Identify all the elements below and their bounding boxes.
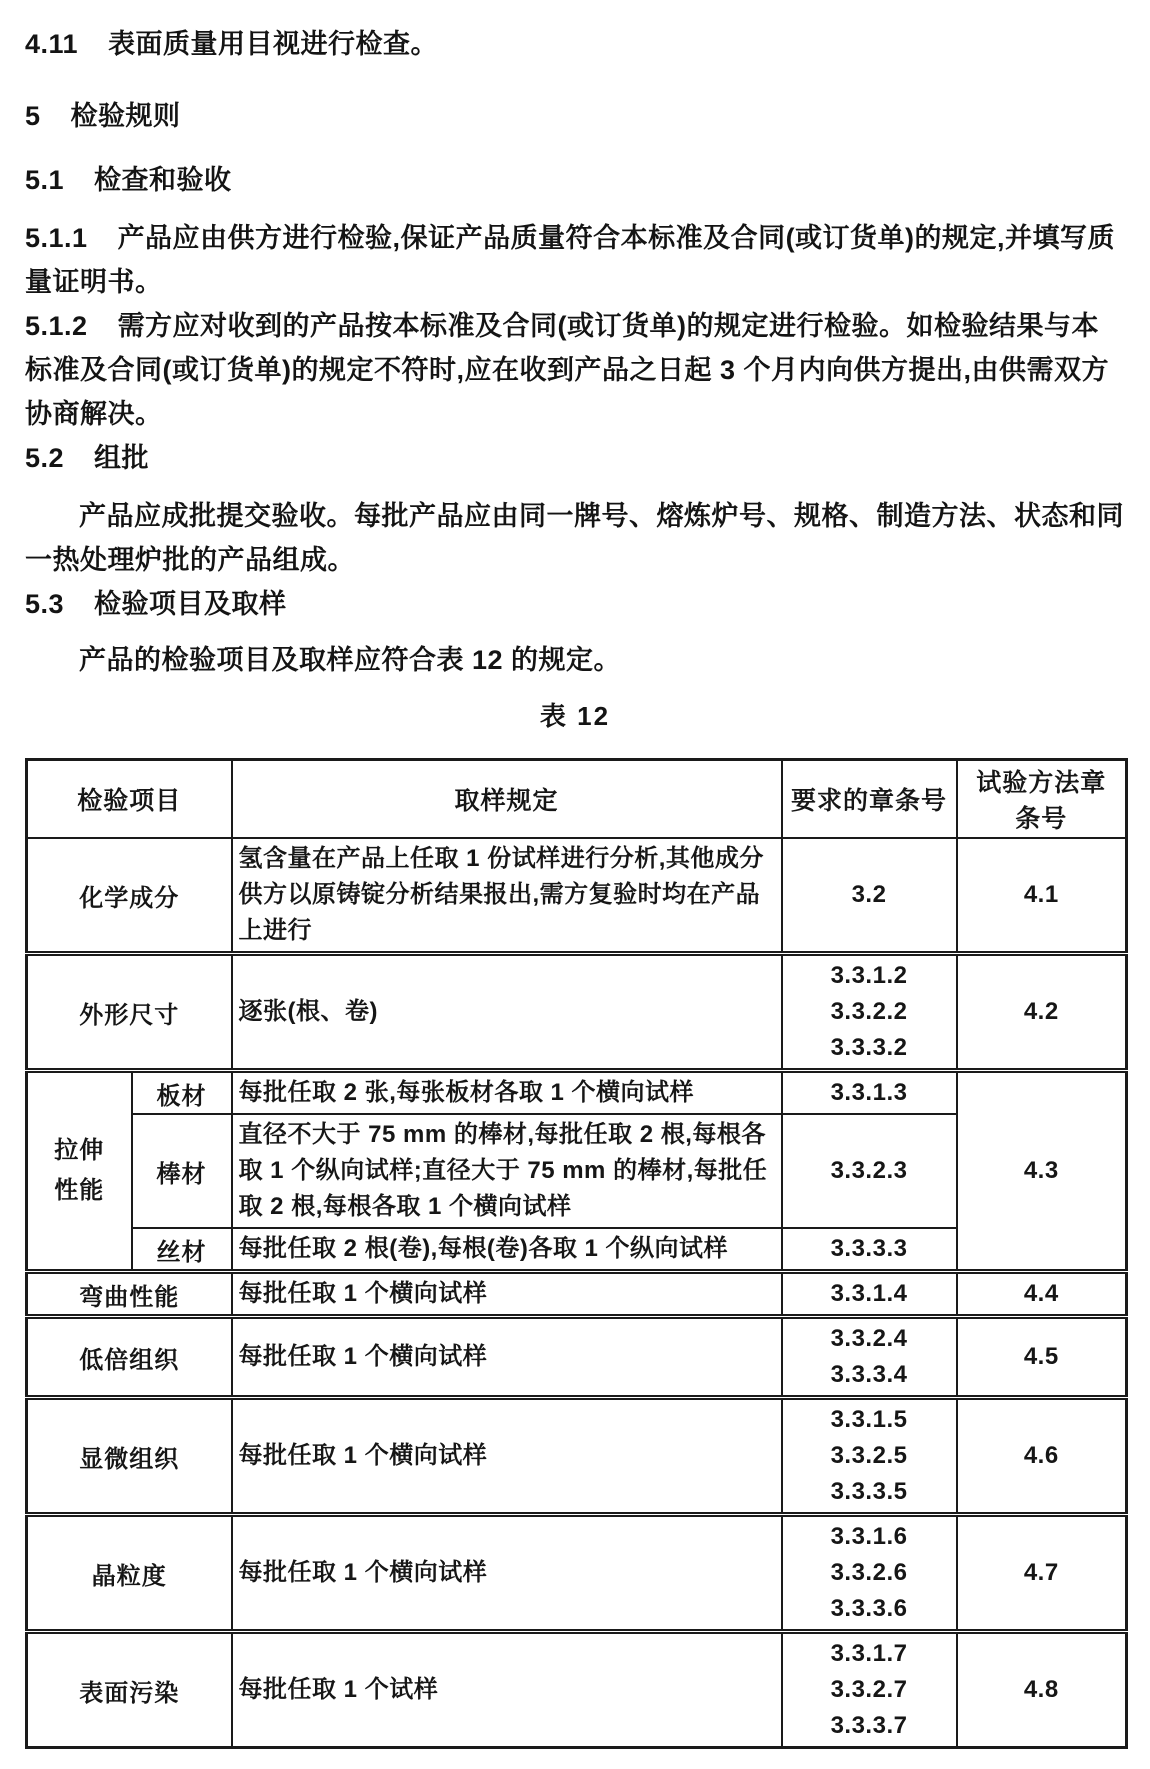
cell-sampling: 氢含量在产品上任取 1 份试样进行分析,其他成分供方以原铸锭分析结果报出,需方复验时均在产品上进行: [232, 838, 782, 954]
section-text: 需方应对收到的产品按本标准及合同(或订货单)的规定进行检验。如检验结果与本标准及合同(或订货单)的规定不符时,应在收到产品之日起 3 个月内向供方提出,由供需双方协商解决。: [25, 311, 1110, 429]
cell-sampling: 每批任取 2 根(卷),每根(卷)各取 1 个纵向试样: [232, 1228, 782, 1272]
cell-requirement: [782, 838, 957, 954]
cell-item: 化学成分: [27, 838, 232, 954]
item-line: 性能: [54, 1177, 105, 1204]
req-line: 3.3.2.7: [830, 1676, 908, 1703]
req-line: 3.3.1.4: [830, 1280, 908, 1307]
cell-sampling: 每批任取 1 个横向试样: [232, 1515, 782, 1632]
cell-item: 显微组织: [27, 1398, 232, 1515]
req-line: 3.3.1.3: [830, 1079, 908, 1106]
cell-method: 4.7: [957, 1515, 1127, 1632]
req-line: 3.3.2.2: [830, 998, 908, 1025]
heading-5: [25, 94, 1125, 138]
cell-sampling: 每批任取 1 个横向试样: [232, 1317, 782, 1398]
table-row-grain-size: [27, 1515, 1127, 1632]
req-line: 3.3.2.5: [830, 1442, 908, 1469]
cell-sampling: 每批任取 1 个试样: [232, 1632, 782, 1748]
cell-sampling: 逐张(根、卷): [232, 954, 782, 1071]
cell-sampling: 每批任取 1 个横向试样: [232, 1272, 782, 1317]
cell-item-tensile-group: [27, 1071, 132, 1272]
req-line: 3.3.2.6: [830, 1559, 908, 1586]
cell-method-tensile-group: 4.3: [957, 1071, 1127, 1272]
req-line: 3.3.3.6: [830, 1595, 908, 1622]
table-header-row: [27, 760, 1127, 839]
cell-requirement: [782, 1272, 957, 1317]
header-requirement-clause: 要求的章条号: [782, 760, 957, 839]
section-text: 表面质量用目视进行检查。: [108, 29, 439, 59]
req-line: 3.3.1.6: [830, 1523, 908, 1550]
section-number: 5.2: [25, 443, 65, 473]
table-row-dimensions: [27, 954, 1127, 1071]
cell-item: 表面污染: [27, 1632, 232, 1748]
req-line: 3.3.2.4: [830, 1325, 908, 1352]
req-line: 3.3.3.2: [830, 1034, 908, 1061]
inspection-sampling-table: [25, 758, 1128, 1749]
table-caption: 表 12: [539, 701, 611, 731]
section-number: 5.3: [25, 589, 65, 619]
header-test-method-clause: 试验方法章条号: [957, 760, 1127, 839]
heading-5-1: [25, 158, 1125, 202]
section-text: 检验项目及取样: [94, 589, 287, 619]
cell-requirement: [782, 1071, 957, 1115]
table-row-chemical: [27, 838, 1127, 954]
cell-requirement: [782, 1398, 957, 1515]
cell-sampling: 每批任取 2 张,每张板材各取 1 个横向试样: [232, 1071, 782, 1115]
table-row-bending: [27, 1272, 1127, 1317]
table-row-microstructure: [27, 1398, 1127, 1515]
paragraph-5-1-1: [25, 216, 1125, 304]
section-4-11: [25, 22, 1125, 66]
section-text: 检验规则: [70, 101, 181, 131]
cell-method: 4.2: [957, 954, 1127, 1071]
cell-method: 4.5: [957, 1317, 1127, 1398]
cell-method: 4.4: [957, 1272, 1127, 1317]
table-row-surface-contamination: [27, 1632, 1127, 1748]
cell-method: 4.8: [957, 1632, 1127, 1748]
req-line: 3.3.1.7: [830, 1640, 908, 1667]
req-line: 3.3.3.7: [830, 1712, 908, 1739]
heading-5-2: [25, 436, 1125, 480]
table-row-tensile-sheet: [27, 1071, 1127, 1115]
cell-item: 弯曲性能: [27, 1272, 232, 1317]
cell-requirement: [782, 954, 957, 1071]
table-row-macrostructure: [27, 1317, 1127, 1398]
req-line: 3.3.2.3: [830, 1157, 908, 1184]
cell-sampling: 直径不大于 75 mm 的棒材,每批任取 2 根,每根各取 1 个纵向试样;直径大于 75 mm 的棒材,每批任取 2 根,每根各取 1 个横向试样: [232, 1114, 782, 1228]
cell-requirement: [782, 1317, 957, 1398]
section-text: 检查和验收: [94, 165, 232, 195]
cell-item: 外形尺寸: [27, 954, 232, 1071]
cell-requirement: [782, 1632, 957, 1748]
heading-5-3: [25, 582, 1125, 626]
req-line: 3.2: [851, 881, 887, 908]
section-number: 5.1.2: [25, 311, 88, 341]
req-line: 3.3.3.4: [830, 1361, 908, 1388]
paragraph-5-3: [25, 638, 1125, 682]
cell-subitem: 板材: [132, 1071, 232, 1115]
cell-method: 4.6: [957, 1398, 1127, 1515]
cell-requirement: [782, 1515, 957, 1632]
cell-item: 晶粒度: [27, 1515, 232, 1632]
section-text: 组批: [94, 443, 150, 473]
section-text: 产品的检验项目及取样应符合表 12 的规定。: [79, 645, 622, 675]
cell-subitem: 棒材: [132, 1114, 232, 1228]
section-number: 5: [25, 101, 41, 131]
section-number: 4.11: [25, 29, 79, 59]
req-line: 3.3.3.3: [830, 1235, 908, 1262]
cell-item: 低倍组织: [27, 1317, 232, 1398]
header-sampling-rule: 取样规定: [232, 760, 782, 839]
paragraph-5-2: [25, 494, 1125, 582]
cell-subitem: 丝材: [132, 1228, 232, 1272]
req-line: 3.3.1.2: [830, 962, 908, 989]
item-line: 拉伸: [54, 1137, 105, 1164]
section-text: 产品应成批提交验收。每批产品应由同一牌号、熔炼炉号、规格、制造方法、状态和同一热处理炉批的产品组成。: [25, 501, 1124, 575]
cell-requirement: [782, 1114, 957, 1228]
header-inspection-item: 检验项目: [27, 760, 232, 839]
cell-method: 4.1: [957, 838, 1127, 954]
cell-requirement: [782, 1228, 957, 1272]
cell-sampling: 每批任取 1 个横向试样: [232, 1398, 782, 1515]
req-line: 3.3.1.5: [830, 1406, 908, 1433]
section-text: 产品应由供方进行检验,保证产品质量符合本标准及合同(或订货单)的规定,并填写质量证明书。: [25, 223, 1116, 297]
paragraph-5-1-2: [25, 304, 1125, 436]
req-line: 3.3.3.5: [830, 1478, 908, 1505]
section-number: 5.1.1: [25, 223, 88, 253]
section-number: 5.1: [25, 165, 65, 195]
